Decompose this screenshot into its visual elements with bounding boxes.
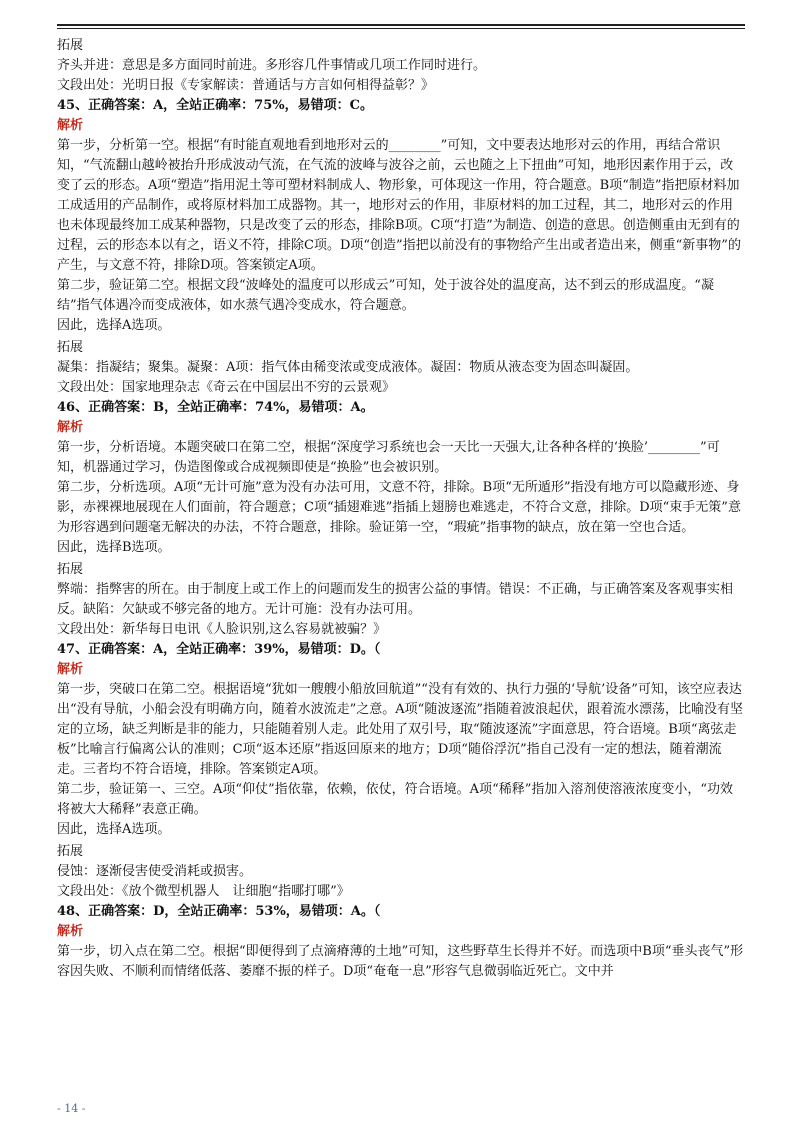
source-line: 文段出处：《放个微型机器人 让细胞“指哪打哪”》 [57,884,350,899]
section-label-jiexi: 解析 [57,420,84,435]
answer-heading-45: 45、正确答案：A，全站正确率：75%，易错项：C。 [57,98,373,113]
header-rule-thin [57,28,745,29]
page-number: - 14 - [57,1102,86,1115]
page-content [57,34,745,982]
section-label-jiexi: 解析 [57,662,84,677]
section-label-tuozhan: 拓展 [57,38,84,53]
paragraph: 第二步，分析选项。A项“无计可施”意为没有办法可用，文意不符，排除。B项“无所遁形”指没有地方可以隐藏形迹、身影，赤裸裸地展现在人们面前，符合题意；C项“插翅难逃”指插上翅膀也难逃走，不符合文意，排除。D项“束手无策”意为形容遇到问题毫无解决的办法，不符合题意，排除。验证第一空，“瑕疵”指事物的缺点，放在第一空也合适。 [57,480,741,535]
paragraph: 第一步，突破口在第二空。根据语境“犹如一艘艘小船放回航道”“没有有效的、执行力强的‘导航’设备”可知，该空应表达出“没有导航，小船会没有明确方向，随着水波流走”之意。A项“随波逐流”指随着波浪起伏，跟着流水漂荡，比喻没有坚定的立场，缺乏判断是非的能力，只能随着别人走。此处用了双引号，取“随波逐流”字面意思，符合语境。B项“离弦走板”比喻言行偏离公认的准则；C项“返本还原”指返回原来的地方；D项“随俗浮沉”指自己没有一定的想法，随着潮流走。三者均不符合语境，排除。答案锁定A项。 [57,682,743,777]
paragraph: 因此，选择B选项。 [57,540,171,555]
paragraph: 第二步，验证第一、三空。A项“仰仗”指依靠，依赖，依仗，符合语境。A项“稀释”指加入溶剂使溶液浓度变小，“功效将被大大稀释”表意正确。 [57,782,734,817]
paragraph: 侵蚀：逐渐侵害使受消耗或损害。 [57,864,253,879]
paragraph: 因此，选择A选项。 [57,318,171,333]
paragraph: 第一步，切入点在第二空。根据“即便得到了点滴瘠薄的土地”可知，这些野草生长得并不好。而选项中B项“垂头丧气”形容因失败、不顺利而情绪低落、萎靡不振的样子。D项“奄奄一息”形容气息微弱临近死亡。文中并 [57,944,744,979]
section-label-jiexi: 解析 [57,924,84,939]
source-line: 文段出处：国家地理杂志《奇云在中国层出不穷的云景观》 [57,380,396,395]
section-label-tuozhan: 拓展 [57,562,84,577]
paragraph: 第一步，分析第一空。根据“有时能直观地看到地形对云的________”可知，文中要表达地形对云的作用，再结合常识知，“气流翻山越岭被抬升形成波动气流，在气流的波峰与波谷之前，云也随之上下扭曲”可知，地形因素作用于云，改变了云的形态。A项“塑造”指用泥土等可塑材料制成人、物形象，可体现这一作用，符合题意。B项“制造”指把原材料加工成适用的产品制作，或将原材料加工成器物。其一，地形对云的作用，非原材料的加工过程，其二，地形对云的作用也未体现最终加工成某种器物，只是改变了云的形态，排除B项。C项“打造”为制造、创造的意思。创造侧重由无到有的过程，云的形态本以有之，语义不符，排除C项。D项“创造”指把以前没有的事物给产生出或者造出来，侧重“新事物”的产生，与文意不符，排除D项。答案锁定A项。 [57,138,741,273]
source-line: 文段出处：新华每日电讯《人脸识别,这么容易就被骗？》 [57,622,387,637]
section-label-jiexi: 解析 [57,118,84,133]
answer-heading-47: 47、正确答案：A，全站正确率：39%，易错项：D。（ [57,642,381,657]
paragraph: 弊端：指弊害的所在。由于制度上或工作上的问题而发生的损害公益的事情。错误：不正确，与正确答案及客观事实相反。缺陷：欠缺或不够完备的地方。无计可施：没有办法可用。 [57,582,734,617]
paragraph: 齐头并进：意思是多方面同时前进。多形容几件事情或几项工作同时进行。 [57,58,487,73]
section-label-tuozhan: 拓展 [57,844,84,859]
answer-heading-46: 46、正确答案：B，全站正确率：74%，易错项：A。 [57,400,374,415]
paragraph: 第一步，分析语境。本题突破口在第二空，根据“深度学习系统也会一天比一天强大,让各种各样的‘换脸’________”可知，机器通过学习，伪造图像或合成视频即使是“换脸”也会被识别。 [57,440,720,475]
paragraph: 凝集：指凝结；聚集。凝聚：A项：指气体由稀变浓或变成液体。凝固：物质从液态变为固态叫凝固。 [57,360,639,375]
answer-heading-48: 48、正确答案：D，全站正确率：53%，易错项：A。（ [57,904,381,919]
paragraph: 因此，选择A选项。 [57,822,171,837]
paragraph: 第二步，验证第二空。根据文段“波峰处的温度可以形成云”可知，处于波谷处的温度高，达不到云的形成温度。“凝结”指气体遇冷而变成液体，如水蒸气遇冷变成水，符合题意。 [57,278,714,313]
source-line: 文段出处：光明日报《专家解读：普通话与方言如何相得益彰？》 [57,78,435,93]
header-rule-thick [57,24,745,26]
section-label-tuozhan: 拓展 [57,340,84,355]
